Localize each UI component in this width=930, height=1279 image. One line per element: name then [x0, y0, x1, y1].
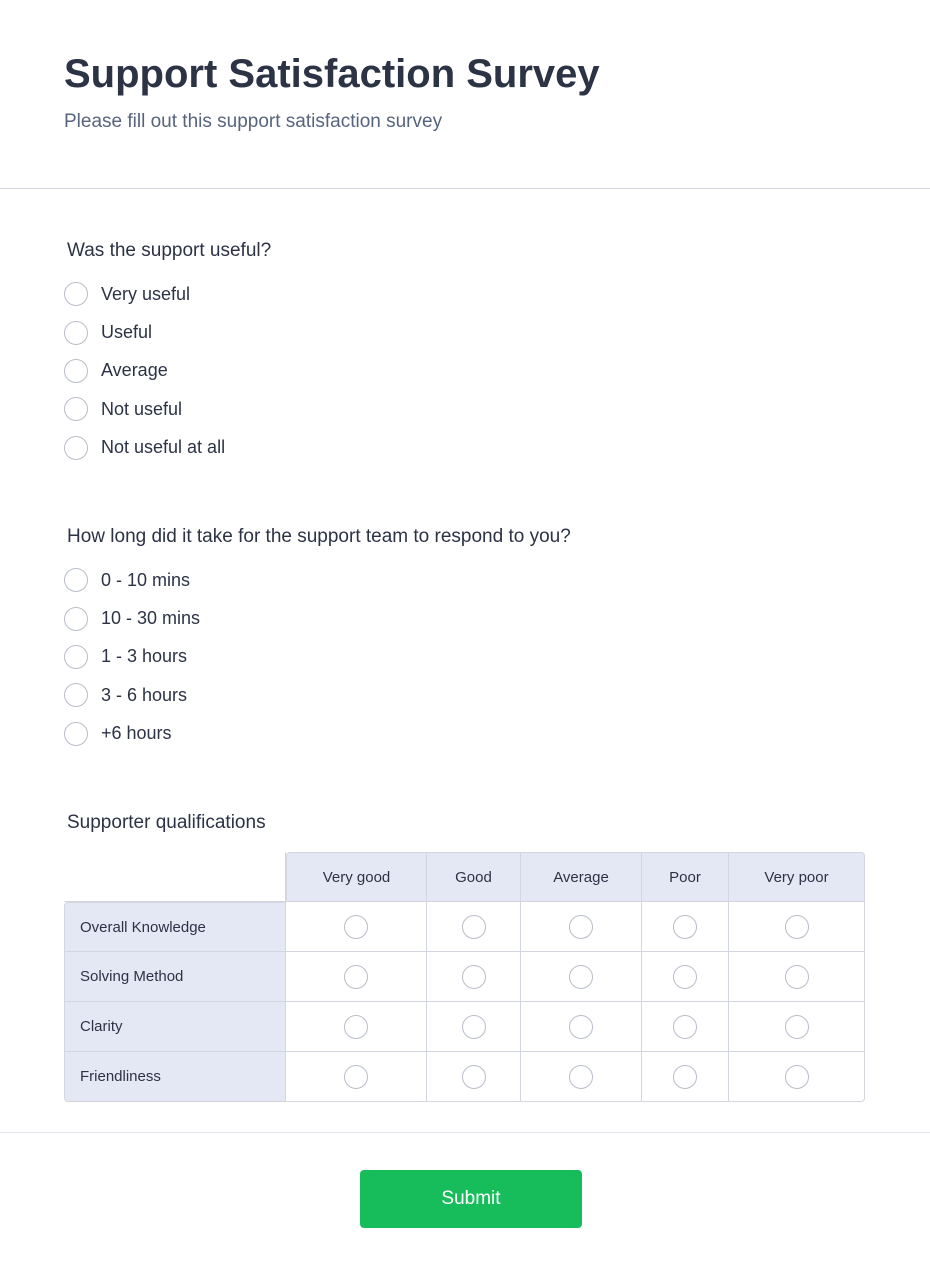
radio-button[interactable] — [785, 1015, 809, 1039]
radio-button[interactable] — [64, 397, 88, 421]
matrix-cell[interactable] — [427, 952, 521, 1002]
radio-button[interactable] — [462, 915, 486, 939]
radio-button[interactable] — [462, 1065, 486, 1089]
matrix-row — [64, 902, 865, 952]
question-qualifications-label: Supporter qualifications — [67, 812, 266, 833]
radio-option[interactable] — [64, 638, 200, 676]
matrix-row — [64, 952, 865, 1002]
radio-button[interactable] — [64, 282, 88, 306]
radio-option-label: 10 - 30 mins — [101, 608, 201, 629]
submit-button[interactable]: Submit — [360, 1170, 582, 1228]
matrix-cell[interactable] — [642, 902, 729, 952]
radio-button[interactable] — [344, 1015, 368, 1039]
form-header — [0, 0, 930, 189]
radio-button[interactable] — [785, 915, 809, 939]
usefulness-options — [64, 275, 225, 467]
matrix-column-header: Poor — [642, 852, 729, 902]
matrix-cell[interactable] — [729, 902, 865, 952]
response-time-options — [64, 561, 200, 753]
matrix-cell[interactable] — [729, 952, 865, 1002]
radio-option-label: +6 hours — [101, 723, 172, 744]
radio-option[interactable] — [64, 676, 200, 714]
matrix-column-header: Very good — [286, 852, 427, 902]
question-response-time-label: How long did it take for the support team to respond to you? — [67, 526, 571, 547]
matrix-row — [64, 1052, 865, 1102]
radio-button[interactable] — [344, 965, 368, 989]
matrix-cell[interactable] — [521, 902, 642, 952]
radio-button[interactable] — [673, 1015, 697, 1039]
radio-option-label: Useful — [101, 322, 153, 343]
radio-button[interactable] — [785, 965, 809, 989]
page-subtitle: Please fill out this support satisfaction survey — [64, 111, 443, 132]
radio-button[interactable] — [344, 1065, 368, 1089]
radio-button[interactable] — [64, 722, 88, 746]
matrix-cell[interactable] — [286, 1002, 427, 1052]
radio-button[interactable] — [64, 683, 88, 707]
radio-option-label: Not useful — [101, 398, 183, 419]
matrix-row-label: Friendliness — [64, 1052, 286, 1102]
matrix-column-header: Good — [427, 852, 521, 902]
matrix-cell[interactable] — [427, 902, 521, 952]
radio-option[interactable] — [64, 390, 225, 428]
question-usefulness-label: Was the support useful? — [67, 240, 272, 261]
radio-button[interactable] — [64, 359, 88, 383]
radio-option-label: 1 - 3 hours — [101, 646, 188, 667]
matrix-cell[interactable] — [427, 1002, 521, 1052]
radio-option[interactable] — [64, 561, 200, 599]
matrix-cell[interactable] — [729, 1002, 865, 1052]
radio-button[interactable] — [64, 645, 88, 669]
matrix-cell[interactable] — [642, 1002, 729, 1052]
radio-option-label: Not useful at all — [101, 437, 226, 458]
radio-button[interactable] — [569, 965, 593, 989]
radio-button[interactable] — [569, 1015, 593, 1039]
radio-option[interactable] — [64, 715, 200, 753]
radio-button[interactable] — [462, 965, 486, 989]
radio-option[interactable] — [64, 599, 200, 637]
matrix-cell[interactable] — [729, 1052, 865, 1102]
page-title: Support Satisfaction Survey — [64, 52, 600, 96]
radio-button[interactable] — [673, 965, 697, 989]
radio-option-label: Very useful — [101, 283, 191, 304]
radio-option-label: Average — [101, 360, 168, 381]
matrix-row-label: Clarity — [64, 1002, 286, 1052]
qualifications-matrix — [64, 852, 865, 1102]
radio-button[interactable] — [64, 321, 88, 345]
radio-button[interactable] — [569, 915, 593, 939]
radio-button[interactable] — [569, 1065, 593, 1089]
radio-button[interactable] — [64, 436, 88, 460]
matrix-cell[interactable] — [427, 1052, 521, 1102]
radio-button[interactable] — [344, 915, 368, 939]
radio-button[interactable] — [673, 1065, 697, 1089]
radio-button[interactable] — [64, 568, 88, 592]
matrix-cell[interactable] — [286, 1052, 427, 1102]
footer-divider — [0, 1132, 930, 1133]
radio-button[interactable] — [64, 607, 88, 631]
matrix-column-header: Average — [521, 852, 642, 902]
matrix-row-label: Solving Method — [64, 952, 286, 1002]
radio-button[interactable] — [462, 1015, 486, 1039]
matrix-row-label: Overall Knowledge — [64, 902, 286, 952]
matrix-cell[interactable] — [521, 1052, 642, 1102]
matrix-cell[interactable] — [642, 952, 729, 1002]
radio-option-label: 3 - 6 hours — [101, 684, 188, 705]
radio-option-label: 0 - 10 mins — [101, 569, 191, 590]
matrix-column-header: Very poor — [729, 852, 865, 902]
radio-option[interactable] — [64, 429, 225, 467]
matrix-cell[interactable] — [286, 902, 427, 952]
radio-option[interactable] — [64, 313, 225, 351]
matrix-cell[interactable] — [521, 1002, 642, 1052]
matrix-row — [64, 1002, 865, 1052]
matrix-corner — [64, 852, 286, 902]
radio-option[interactable] — [64, 275, 225, 313]
radio-button[interactable] — [785, 1065, 809, 1089]
radio-option[interactable] — [64, 352, 225, 390]
matrix-cell[interactable] — [286, 952, 427, 1002]
matrix-cell[interactable] — [521, 952, 642, 1002]
matrix-cell[interactable] — [642, 1052, 729, 1102]
radio-button[interactable] — [673, 915, 697, 939]
